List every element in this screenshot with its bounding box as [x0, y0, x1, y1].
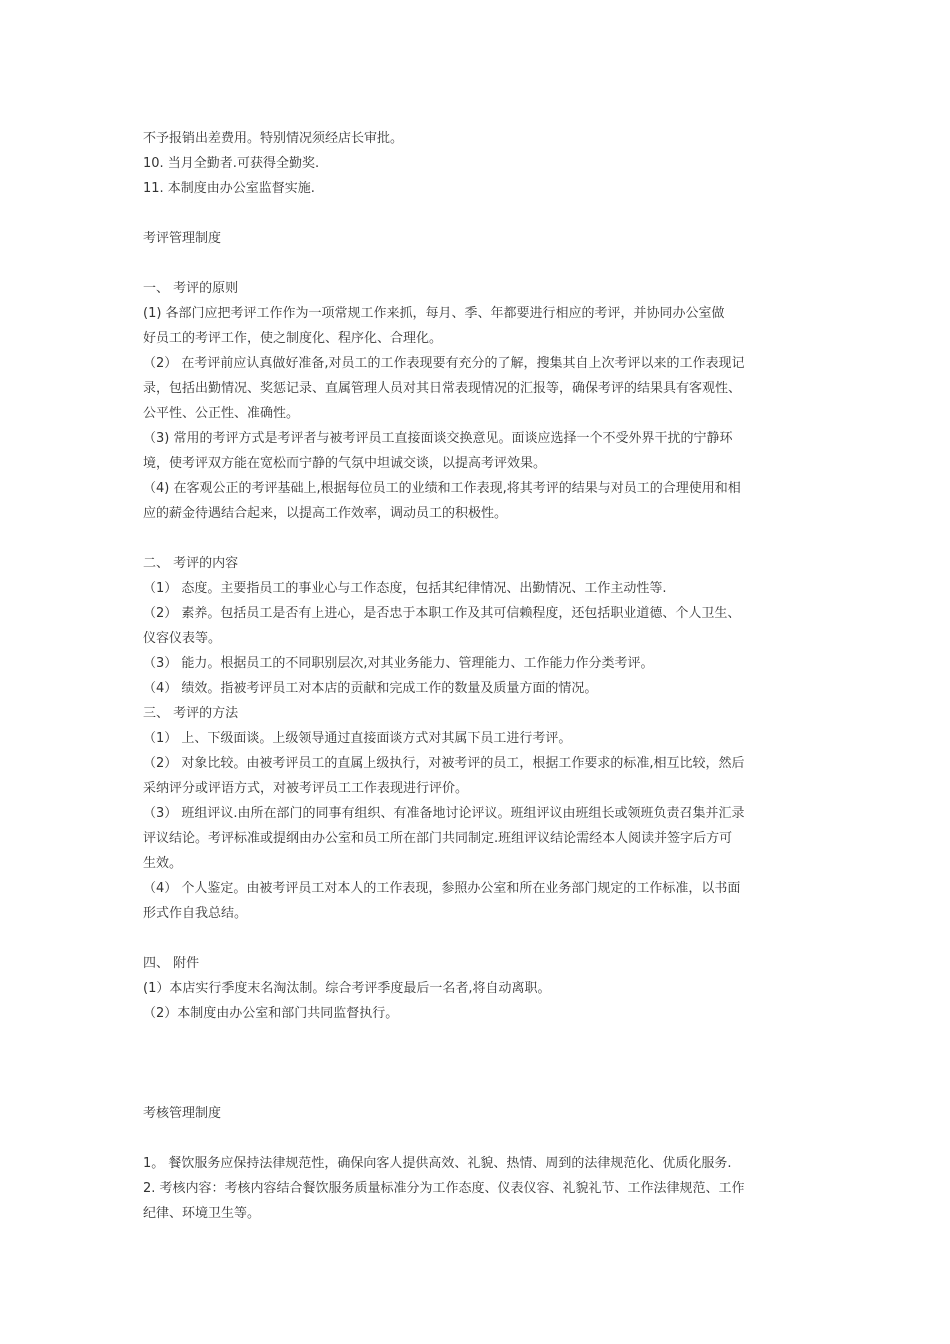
heading-content: 二、 考评的内容 [143, 556, 239, 571]
text-line: (1) 各部门应把考评工作作为一项常规工作来抓，每月、季、年都要进行相应的考评，并协同办公室做 [143, 306, 725, 321]
text-line: （2）本制度由办公室和部门共同监督执行。 [143, 1006, 399, 1021]
section-title-assessment: 考核管理制度 [143, 1106, 222, 1121]
text-line: 公平性、公正性、准确性。 [143, 406, 300, 421]
text-line: （1） 上、下级面谈。上级领导通过直接面谈方式对其属下员工进行考评。 [143, 731, 572, 746]
section-title-evaluation: 考评管理制度 [143, 231, 222, 246]
text-line: 11. 本制度由办公室监督实施. [143, 181, 315, 196]
text-line: （1） 态度。主要指员工的事业心与工作态度，包括其纪律情况、出勤情况、工作主动性等. [143, 581, 667, 596]
text-line: 生效。 [143, 856, 183, 871]
text-line: （3） 班组评议.由所在部门的同事有组织、有准备地讨论评议。班组评议由班组长或领班负责召集并汇录 [143, 806, 745, 821]
text-line: （2） 素养。包括员工是否有上进心，是否忠于本职工作及其可信赖程度，还包括职业道德、个人卫生、 [143, 606, 741, 621]
text-line: 采纳评分或评语方式，对被考评员工工作表现进行评价。 [143, 781, 469, 796]
text-line: 境，使考评双方能在宽松而宁静的气氛中坦诚交谈，以提高考评效果。 [143, 456, 547, 471]
text-line: 纪律、环境卫生等。 [143, 1206, 261, 1221]
text-line: 应的薪金待遇结合起来，以提高工作效率，调动员工的积极性。 [143, 506, 508, 521]
text-line: 录，包括出勤情况、奖惩记录、直属管理人员对其日常表现情况的汇报等，确保考评的结果具有客观性、 [143, 381, 742, 396]
heading-methods: 三、 考评的方法 [143, 706, 239, 721]
text-line: （4） 个人鉴定。由被考评员工对本人的工作表现，参照办公室和所在业务部门规定的工作标准，以书面 [143, 881, 741, 896]
text-line: 好员工的考评工作，使之制度化、程序化、合理化。 [143, 331, 443, 346]
text-line: 2. 考核内容：考核内容结合餐饮服务质量标准分为工作态度、仪表仪容、礼貌礼节、工作法律规范、工作 [143, 1181, 745, 1196]
text-line: 仪容仪表等。 [143, 631, 222, 646]
text-line: （2） 对象比较。由被考评员工的直属上级执行，对被考评的员工，根据工作要求的标准,相互比较，然后 [143, 756, 745, 771]
text-line: （3） 能力。根据员工的不同职别层次,对其业务能力、管理能力、工作能力作分类考评。 [143, 656, 654, 671]
text-line: 10. 当月全勤者.可获得全勤奖. [143, 156, 320, 171]
text-line: （3) 常用的考评方式是考评者与被考评员工直接面谈交换意见。面谈应选择一个不受外界干扰的宁静环 [143, 431, 733, 446]
heading-principles: 一、 考评的原则 [143, 281, 239, 296]
text-line: （4) 在客观公正的考评基础上,根据每位员工的业绩和工作表现,将其考评的结果与对员工的合理使用和相 [143, 481, 741, 496]
text-line: (1）本店实行季度末名淘汰制。综合考评季度最后一名者,将自动离职。 [143, 981, 551, 996]
text-line: （2） 在考评前应认真做好准备,对员工的工作表现要有充分的了解，搜集其自上次考评以来的工作表现记 [143, 356, 745, 371]
text-line: 评议结论。考评标准或提纲由办公室和员工所在部门共同制定.班组评议结论需经本人阅读并签字后方可 [143, 831, 733, 846]
document-body [143, 126, 823, 1226]
text-line: （4） 绩效。指被考评员工对本店的贡献和完成工作的数量及质量方面的情况。 [143, 681, 598, 696]
heading-attachments: 四、 附件 [143, 956, 200, 971]
text-line: 形式作自我总结。 [143, 906, 248, 921]
text-line: 不予报销出差费用。特别情况须经店长审批。 [143, 131, 404, 146]
text-line: 1。 餐饮服务应保持法律规范性，确保向客人提供高效、礼貌、热情、周到的法律规范化、优质化服务. [143, 1156, 732, 1171]
